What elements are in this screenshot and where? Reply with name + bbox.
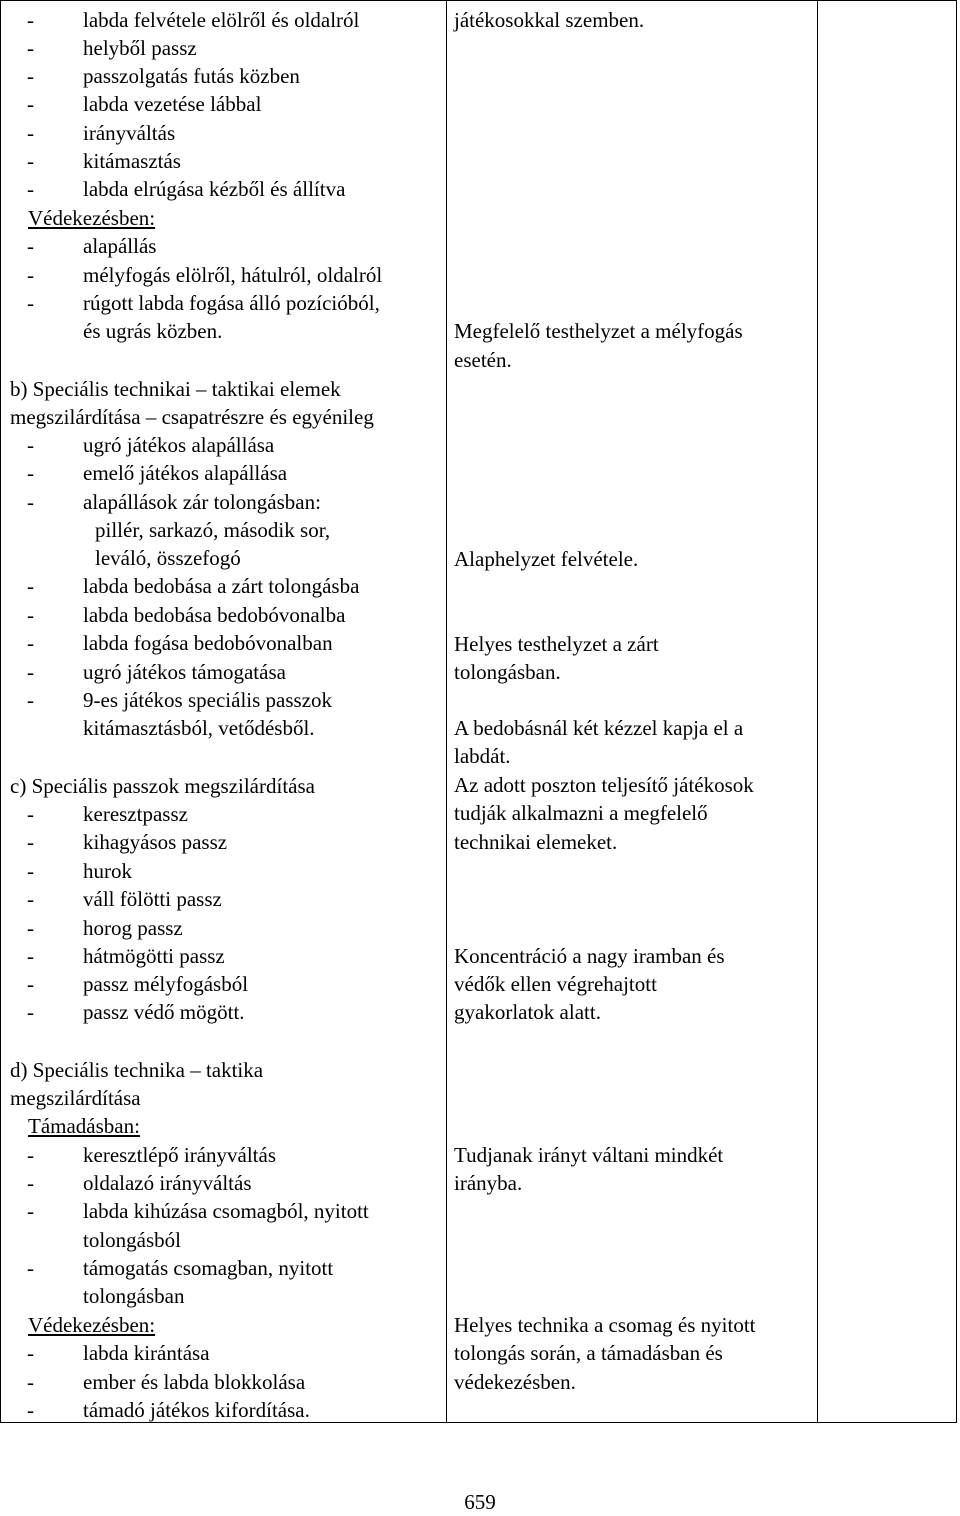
bullet-dash: - (27, 1370, 34, 1394)
subheading: Védekezésben: (28, 206, 156, 230)
list-item: kihagyásos passz (83, 830, 228, 854)
list-item: leváló, összefogó (95, 546, 241, 570)
bullet-dash: - (27, 121, 34, 145)
list-item: alapállás (83, 234, 157, 258)
list-item: labda elrúgása kézből és állítva (83, 177, 346, 201)
page-number: 659 (464, 1490, 496, 1514)
note-text: Az adott poszton teljesítő játékosok (454, 773, 754, 797)
bullet-dash: - (27, 1000, 34, 1024)
note-text: játékosokkal szemben. (454, 8, 645, 32)
note-text: labdát. (454, 744, 511, 768)
column-divider (817, 1, 818, 1422)
bullet-dash: - (27, 972, 34, 996)
list-item: keresztlépő irányváltás (83, 1143, 276, 1167)
bullet-dash: - (27, 1199, 34, 1223)
section-heading: b) Speciális technikai – taktikai elemek (10, 377, 341, 401)
note-text: Alaphelyzet felvétele. (454, 547, 639, 571)
list-item: 9-es játékos speciális passzok (83, 688, 333, 712)
bullet-dash: - (27, 1171, 34, 1195)
bullet-dash: - (27, 916, 34, 940)
bullet-dash: - (27, 887, 34, 911)
bullet-dash: - (27, 859, 34, 883)
bullet-dash: - (27, 36, 34, 60)
list-item: labda bedobása bedobóvonalba (83, 603, 346, 627)
bullet-dash: - (27, 291, 34, 315)
list-item: tolongásból (83, 1228, 181, 1252)
list-item: labda felvétele elölről és oldalról (83, 8, 360, 32)
list-item: emelő játékos alapállása (83, 461, 288, 485)
bullet-dash: - (27, 1143, 34, 1167)
list-item: hurok (83, 859, 132, 883)
bullet-dash: - (27, 660, 34, 684)
list-item: labda kihúzása csomagból, nyitott (83, 1199, 369, 1223)
note-text: esetén. (454, 348, 512, 372)
list-item: mélyfogás elölről, hátulról, oldalról (83, 263, 383, 287)
column-divider (446, 1, 447, 1422)
note-text: gyakorlatok alatt. (454, 1000, 601, 1024)
bullet-dash: - (27, 64, 34, 88)
subheading: Védekezésben: (28, 1313, 156, 1337)
list-item: ugró játékos támogatása (83, 660, 286, 684)
list-item: ember és labda blokkolása (83, 1370, 306, 1394)
list-item: passzolgatás futás közben (83, 64, 300, 88)
bullet-dash: - (27, 490, 34, 514)
note-text: Koncentráció a nagy iramban és (454, 944, 725, 968)
list-item: labda vezetése lábbal (83, 92, 262, 116)
bullet-dash: - (27, 433, 34, 457)
list-item: rúgott labda fogása álló pozícióból, (83, 291, 380, 315)
bullet-dash: - (27, 631, 34, 655)
list-item: ugró játékos alapállása (83, 433, 275, 457)
note-text: A bedobásnál két kézzel kapja el a (454, 716, 744, 740)
note-text: tolongás során, a támadásban és (454, 1341, 723, 1365)
section-heading: d) Speciális technika – taktika (10, 1058, 264, 1082)
subheading: Támadásban: (28, 1114, 140, 1138)
note-text: védők ellen végrehajtott (454, 972, 657, 996)
list-item: labda fogása bedobóvonalban (83, 631, 333, 655)
bullet-dash: - (27, 688, 34, 712)
note-text: Megfelelő testhelyzet a mélyfogás (454, 319, 743, 343)
list-item: és ugrás közben. (83, 319, 223, 343)
section-heading: megszilárdítása – csapatrészre és egyénileg (10, 405, 374, 429)
bullet-dash: - (27, 92, 34, 116)
bullet-dash: - (27, 177, 34, 201)
bullet-dash: - (27, 263, 34, 287)
list-item: helyből passz (83, 36, 197, 60)
list-item: alapállások zár tolongásban: (83, 490, 321, 514)
bullet-dash: - (27, 1398, 34, 1422)
bullet-dash: - (27, 1256, 34, 1280)
note-text: technikai elemeket. (454, 830, 618, 854)
list-item: pillér, sarkazó, második sor, (95, 518, 331, 542)
bullet-dash: - (27, 603, 34, 627)
note-text: védekezésben. (454, 1370, 576, 1394)
list-item: labda bedobása a zárt tolongásba (83, 574, 360, 598)
bullet-dash: - (27, 234, 34, 258)
list-item: passz mélyfogásból (83, 972, 249, 996)
bullet-dash: - (27, 1341, 34, 1365)
list-item: keresztpassz (83, 802, 188, 826)
list-item: hátmögötti passz (83, 944, 225, 968)
bullet-dash: - (27, 8, 34, 32)
list-item: passz védő mögött. (83, 1000, 245, 1024)
bullet-dash: - (27, 149, 34, 173)
note-text: Helyes technika a csomag és nyitott (454, 1313, 756, 1337)
bullet-dash: - (27, 830, 34, 854)
bullet-dash: - (27, 802, 34, 826)
list-item: tolongásban (83, 1284, 185, 1308)
note-text: tudják alkalmazni a megfelelő (454, 801, 708, 825)
note-text: Tudjanak irányt váltani mindkét (454, 1143, 724, 1167)
list-item: oldalazó irányváltás (83, 1171, 252, 1195)
list-item: támogatás csomagban, nyitott (83, 1256, 334, 1280)
note-text: irányba. (454, 1171, 523, 1195)
note-text: Helyes testhelyzet a zárt (454, 632, 659, 656)
list-item: támadó játékos kifordítása. (83, 1398, 310, 1422)
list-item: kitámasztás (83, 149, 181, 173)
bullet-dash: - (27, 461, 34, 485)
bullet-dash: - (27, 574, 34, 598)
list-item: irányváltás (83, 121, 176, 145)
section-heading: c) Speciális passzok megszilárdítása (10, 774, 315, 798)
bullet-dash: - (27, 944, 34, 968)
list-item: horog passz (83, 916, 183, 940)
section-heading: megszilárdítása (10, 1086, 141, 1110)
list-item: váll fölötti passz (83, 887, 222, 911)
note-text: tolongásban. (454, 660, 561, 684)
list-item: labda kirántása (83, 1341, 210, 1365)
list-item: kitámasztásból, vetődésből. (83, 716, 315, 740)
